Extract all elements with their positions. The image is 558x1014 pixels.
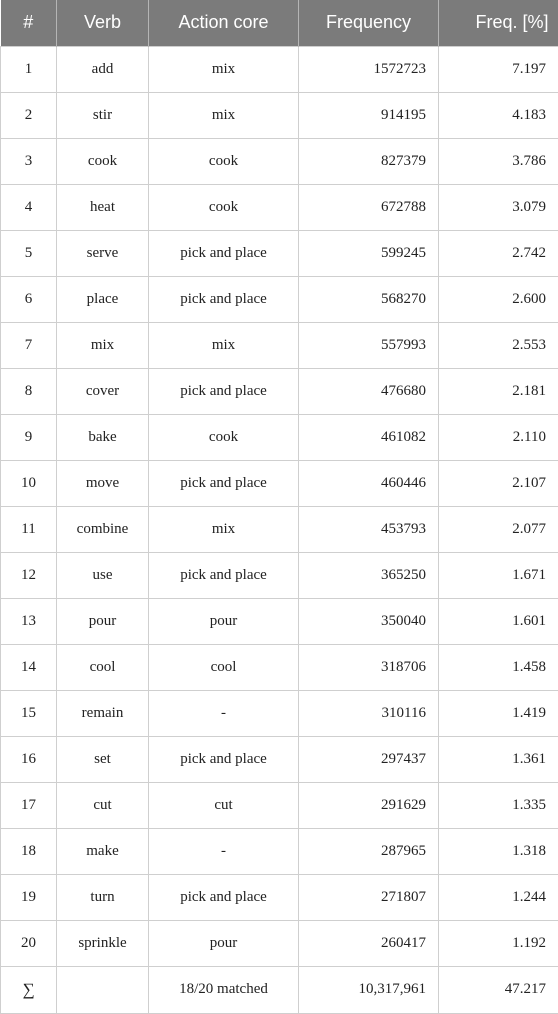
cell-action-core: mix — [149, 46, 299, 92]
cell-frequency: 453793 — [299, 506, 439, 552]
cell-verb: stir — [57, 92, 149, 138]
cell-rank: 6 — [1, 276, 57, 322]
table-row — [1, 644, 558, 690]
cell-verb: cool — [57, 644, 149, 690]
cell-rank: 19 — [1, 874, 57, 920]
cell-rank: 12 — [1, 552, 57, 598]
cell-freq-percent: 47.217 — [439, 966, 558, 1013]
cell-rank: 1 — [1, 46, 57, 92]
cell-action-core: - — [149, 690, 299, 736]
summary-row — [1, 966, 558, 1013]
cell-action-core: pick and place — [149, 276, 299, 322]
cell-frequency: 318706 — [299, 644, 439, 690]
cell-frequency: 350040 — [299, 598, 439, 644]
cell-rank: 18 — [1, 828, 57, 874]
cell-rank: 11 — [1, 506, 57, 552]
cell-action-core: pour — [149, 598, 299, 644]
cell-frequency: 297437 — [299, 736, 439, 782]
cell-verb: cover — [57, 368, 149, 414]
cell-rank: 17 — [1, 782, 57, 828]
cell-rank: ∑ — [1, 966, 57, 1013]
cell-verb: add — [57, 46, 149, 92]
cell-verb: cut — [57, 782, 149, 828]
cell-frequency: 365250 — [299, 552, 439, 598]
table-row — [1, 414, 558, 460]
cell-freq-percent: 2.742 — [439, 230, 558, 276]
cell-verb: heat — [57, 184, 149, 230]
cell-frequency: 476680 — [299, 368, 439, 414]
table-row — [1, 874, 558, 920]
cell-action-core: cool — [149, 644, 299, 690]
cell-freq-percent: 1.318 — [439, 828, 558, 874]
cell-freq-percent: 2.600 — [439, 276, 558, 322]
cell-frequency: 271807 — [299, 874, 439, 920]
cell-action-core: pick and place — [149, 368, 299, 414]
cell-freq-percent: 1.335 — [439, 782, 558, 828]
cell-action-core: mix — [149, 506, 299, 552]
cell-freq-percent: 1.192 — [439, 920, 558, 966]
cell-frequency: 599245 — [299, 230, 439, 276]
header-rank: # — [1, 0, 57, 46]
table-row — [1, 506, 558, 552]
table-row — [1, 322, 558, 368]
cell-action-core: cut — [149, 782, 299, 828]
cell-freq-percent: 3.786 — [439, 138, 558, 184]
cell-verb: combine — [57, 506, 149, 552]
cell-freq-percent: 7.197 — [439, 46, 558, 92]
table-row — [1, 230, 558, 276]
cell-rank: 5 — [1, 230, 57, 276]
cell-rank: 15 — [1, 690, 57, 736]
table-row — [1, 368, 558, 414]
cell-verb: make — [57, 828, 149, 874]
cell-freq-percent: 4.183 — [439, 92, 558, 138]
cell-frequency: 672788 — [299, 184, 439, 230]
cell-rank: 20 — [1, 920, 57, 966]
cell-rank: 2 — [1, 92, 57, 138]
cell-action-core: pour — [149, 920, 299, 966]
cell-frequency: 260417 — [299, 920, 439, 966]
header-freq-percent: Freq. [%] — [439, 0, 558, 46]
cell-frequency: 1572723 — [299, 46, 439, 92]
cell-freq-percent: 1.244 — [439, 874, 558, 920]
cell-rank: 7 — [1, 322, 57, 368]
cell-rank: 9 — [1, 414, 57, 460]
table-header — [1, 0, 558, 46]
cell-freq-percent: 1.458 — [439, 644, 558, 690]
cell-freq-percent: 1.601 — [439, 598, 558, 644]
cell-verb: use — [57, 552, 149, 598]
cell-verb: remain — [57, 690, 149, 736]
cell-frequency: 827379 — [299, 138, 439, 184]
cell-action-core: pick and place — [149, 230, 299, 276]
header-verb: Verb — [57, 0, 149, 46]
cell-frequency: 461082 — [299, 414, 439, 460]
cell-frequency: 460446 — [299, 460, 439, 506]
cell-frequency: 914195 — [299, 92, 439, 138]
table-row — [1, 276, 558, 322]
cell-action-core: mix — [149, 92, 299, 138]
cell-frequency: 557993 — [299, 322, 439, 368]
cell-verb: set — [57, 736, 149, 782]
cell-verb: serve — [57, 230, 149, 276]
table-row — [1, 782, 558, 828]
cell-verb: place — [57, 276, 149, 322]
table-body — [1, 46, 558, 1013]
cell-verb — [57, 966, 149, 1013]
cell-action-core: 18/20 matched — [149, 966, 299, 1013]
cell-action-core: - — [149, 828, 299, 874]
cell-rank: 8 — [1, 368, 57, 414]
header-frequency: Frequency — [299, 0, 439, 46]
cell-verb: pour — [57, 598, 149, 644]
cell-freq-percent: 1.671 — [439, 552, 558, 598]
cell-rank: 4 — [1, 184, 57, 230]
cell-frequency: 291629 — [299, 782, 439, 828]
cell-action-core: cook — [149, 414, 299, 460]
cell-action-core: pick and place — [149, 460, 299, 506]
table-row — [1, 92, 558, 138]
cell-rank: 10 — [1, 460, 57, 506]
cell-action-core: cook — [149, 138, 299, 184]
cell-freq-percent: 3.079 — [439, 184, 558, 230]
header-row — [1, 0, 558, 46]
cell-freq-percent: 2.110 — [439, 414, 558, 460]
cell-action-core: pick and place — [149, 874, 299, 920]
table-row — [1, 184, 558, 230]
cell-frequency: 568270 — [299, 276, 439, 322]
cell-action-core: pick and place — [149, 736, 299, 782]
header-action-core: Action core — [149, 0, 299, 46]
table-row — [1, 736, 558, 782]
table-row — [1, 552, 558, 598]
cell-frequency: 310116 — [299, 690, 439, 736]
cell-freq-percent: 1.419 — [439, 690, 558, 736]
cell-verb: turn — [57, 874, 149, 920]
table-row — [1, 460, 558, 506]
cell-freq-percent: 2.181 — [439, 368, 558, 414]
cell-action-core: pick and place — [149, 552, 299, 598]
cell-frequency: 287965 — [299, 828, 439, 874]
cell-action-core: mix — [149, 322, 299, 368]
cell-rank: 16 — [1, 736, 57, 782]
cell-rank: 14 — [1, 644, 57, 690]
cell-freq-percent: 1.361 — [439, 736, 558, 782]
cell-freq-percent: 2.077 — [439, 506, 558, 552]
cell-action-core: cook — [149, 184, 299, 230]
table-row — [1, 920, 558, 966]
cell-frequency: 10,317,961 — [299, 966, 439, 1013]
cell-verb: sprinkle — [57, 920, 149, 966]
table-row — [1, 828, 558, 874]
cell-verb: mix — [57, 322, 149, 368]
cell-freq-percent: 2.107 — [439, 460, 558, 506]
cell-verb: cook — [57, 138, 149, 184]
table-row — [1, 690, 558, 736]
cell-verb: bake — [57, 414, 149, 460]
table-row — [1, 46, 558, 92]
cell-verb: move — [57, 460, 149, 506]
cell-rank: 13 — [1, 598, 57, 644]
cell-rank: 3 — [1, 138, 57, 184]
table-row — [1, 598, 558, 644]
table-row — [1, 138, 558, 184]
cell-freq-percent: 2.553 — [439, 322, 558, 368]
